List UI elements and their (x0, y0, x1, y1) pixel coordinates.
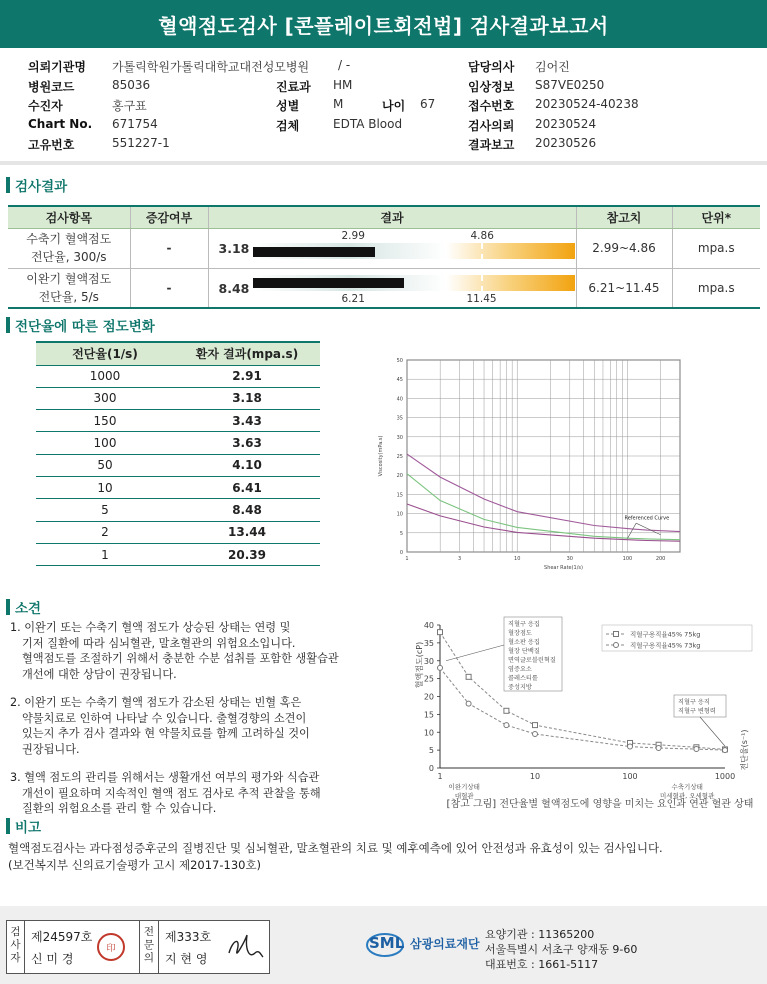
shear-rate-cell: 100 (36, 432, 174, 454)
factor-label: 혈장점도 (508, 630, 532, 637)
factor-label: 직혈구 응집 (508, 621, 540, 628)
data-point (628, 744, 633, 749)
receipt-label: 접수번호 (468, 99, 515, 113)
shear-rate-cell: 50 (36, 454, 174, 476)
shear-rate-cell: 300 (36, 387, 174, 409)
viscosity-cell: 20.39 (174, 543, 320, 565)
table-row (36, 521, 320, 543)
table-row: 이완기 혈액점도 전단율, 5/s - 8.48 6.21 11.45 6.21~11.45 mpa.s (8, 268, 760, 308)
patient-label: 수진자 (28, 99, 63, 113)
x-tick-label: 3 (457, 556, 462, 562)
age-value: 67 (420, 97, 436, 111)
figure-caption: [참고 그림] 전단율별 혈액점도에 영향을 미치는 요인과 연관 혈관 상태 (446, 799, 754, 810)
chart-no-value: 671754 (112, 117, 158, 131)
y-tick-label: 30 (396, 434, 403, 441)
request-date-value: 20230524 (535, 117, 597, 131)
x-annotation: 미세혈관, 오세혈관 (660, 792, 715, 800)
x-axis-label: Shear Rate(1/s) (544, 565, 583, 571)
tester-no: 제24597호 (31, 930, 93, 944)
tester-label: 검사자 (7, 921, 25, 973)
data-point (656, 745, 661, 750)
table-row: 수축기 혈액점도 전단율, 300/s - 3.18 2.99 4.86 2.99~4.86 mpa.s (8, 228, 760, 268)
doctor-value: 김어진 (535, 60, 570, 74)
x-tick-label: 100 (622, 556, 633, 562)
table-row (36, 432, 320, 454)
col-patient-result: 환자 결과(mpa.s) (174, 342, 320, 365)
requester-label: 의뢰기관명 (28, 60, 86, 74)
reference-figure (412, 615, 757, 815)
table-row (36, 499, 320, 521)
y-tick-label: 50 (396, 358, 403, 364)
dept-value: HM (333, 78, 353, 92)
unique-id-value: 551227-1 (112, 136, 170, 150)
specimen-label: 검체 (276, 119, 300, 133)
section-results-heading: 검사결과 (6, 175, 67, 195)
remark-line: (보건복지부 신의료기술평가 고시 제2017-130호) (8, 858, 262, 872)
y-tick-label: 30 (423, 656, 434, 666)
sml-logo: SML 삼광의료재단 (366, 928, 480, 958)
y-axis-label: Viscosity(mPa.s) (378, 435, 384, 477)
hospital-code-value: 85036 (112, 78, 151, 92)
legend-marker (614, 632, 619, 637)
factor-label: 혈장 단백질 (508, 648, 540, 655)
x-tick-label: 30 (566, 556, 573, 562)
signature-box (6, 920, 270, 974)
factor-label: 중성지방 (508, 684, 532, 691)
shear-rate-cell: 2 (36, 521, 174, 543)
y-tick-label: 25 (423, 674, 434, 684)
col-unit: 단위* (672, 206, 760, 228)
data-point (694, 747, 699, 752)
legend-marker (614, 643, 619, 648)
data-point (466, 701, 471, 706)
viscosity-cell: 4.10 (174, 454, 320, 476)
table-row (36, 543, 320, 565)
age-label: 나이 (382, 99, 406, 113)
factors-pointer (446, 645, 504, 661)
viscosity-cell: 8.48 (174, 499, 320, 521)
y-tick-label: 25 (396, 454, 403, 460)
institution-meta: 요양기관 : 11365200 서울특별시 서초구 양재동 9-60 대표번호 : 1661-5117 (485, 928, 638, 971)
x-annotation: 수축기상태 (671, 783, 703, 791)
shear-rate-cell: 1000 (36, 365, 174, 387)
data-point (533, 732, 538, 737)
specialist-no: 제333호 (165, 930, 212, 944)
opinion-item: 3. 혈액 점도의 관리를 위해서는 생활개선 여부의 평가와 식습관 개선이 필요하며 지속적인 혈액 점도 검사로 추적 관찰을 통해 질환의 위험요소를 관리 할 수 있습니다. (10, 771, 321, 815)
results-table (8, 205, 760, 309)
y-tick-label: 5 (428, 746, 434, 756)
col-result: 결과 (208, 206, 576, 228)
factor-label: 콜레스티롤 (508, 675, 538, 682)
data-point (438, 665, 443, 670)
y-tick-label: 20 (423, 692, 434, 702)
x-tick-label: 200 (655, 556, 666, 562)
remark-text (8, 840, 663, 874)
data-point (438, 630, 443, 635)
specimen-value: EDTA Blood (333, 117, 403, 131)
right-factor-label: 직혈구 응직 (678, 699, 710, 706)
clinical-label: 임상정보 (468, 80, 515, 94)
viscosity-cell: 3.18 (174, 387, 320, 409)
table-row (36, 454, 320, 476)
y-tick-label: 10 (423, 728, 434, 738)
tester-name: 신 미 경 (31, 952, 74, 966)
shear-table (36, 341, 320, 566)
col-reference: 참고치 (576, 206, 672, 228)
doctor-label: 담당의사 (468, 60, 515, 74)
legend-label: 직혈구용직율45% 75kg (630, 630, 701, 639)
opinion-item: 1. 이완기 또는 수축기 혈액 점도가 상승된 상태는 연령 및 기저 질환에 따라 심뇌혈관, 말초혈관의 위험요소입니다. 혈액점도를 조절하기 위해서 충분한 수분 섭취를 포함한 생활습관 개선에 대한 상담이 권장됩니다. (10, 621, 339, 681)
hospital-code-label: 병원코드 (28, 80, 75, 94)
x-annotation: 대혈관 (454, 792, 474, 800)
y-axis-label: 혈액점도(cP) (415, 641, 424, 689)
patient-value: 홍구표 (112, 99, 147, 113)
data-point (504, 708, 509, 713)
col-item: 검사항목 (8, 206, 130, 228)
viscosity-cell: 3.63 (174, 432, 320, 454)
y-tick-label: 10 (396, 511, 403, 518)
x-tick-label: 1000 (714, 772, 736, 781)
section-opinion-heading: 소견 (6, 597, 41, 617)
factor-label: 혈소판 응집 (508, 639, 540, 646)
y-tick-label: 0 (428, 764, 434, 773)
report-date-value: 20230526 (535, 136, 597, 150)
shear-rate-cell: 150 (36, 410, 174, 432)
remark-line: 혈액점도검사는 과다점성증후군의 질병진단 및 심뇌혈관, 말초혈관의 치료 및 예후예측에 있어 안전성과 유효성이 있는 검사입니다. (8, 841, 663, 855)
table-row (36, 410, 320, 432)
right-factor-label: 직혈구 변형력 (678, 708, 716, 715)
result-bar-diastolic: 8.48 6.21 11.45 (209, 269, 577, 309)
y-tick-label: 15 (423, 710, 434, 720)
specialist-label: 전문의 (139, 921, 159, 973)
y-tick-label: 15 (396, 492, 403, 499)
data-point (723, 748, 728, 753)
y-tick-label: 40 (396, 396, 403, 403)
viscosity-cell: 13.44 (174, 521, 320, 543)
request-date-label: 검사의뢰 (468, 119, 515, 133)
specialist-name: 지 현 영 (165, 952, 208, 966)
report-date-label: 결과보고 (468, 138, 515, 152)
report-title: 혈액점도검사 [콘플레이트회전법] 검사결과보고서 (0, 0, 767, 48)
y-tick-label: 35 (423, 638, 434, 648)
right-pointer (700, 717, 725, 746)
shear-rate-cell: 1 (36, 543, 174, 565)
x-tick-label: 1 (437, 772, 443, 781)
x-annotation: 이완기상태 (448, 783, 480, 791)
clinical-value: S87VE0250 (535, 78, 605, 92)
data-point (466, 674, 471, 679)
viscosity-chart (370, 352, 690, 577)
x-tick-label: 10 (514, 556, 521, 562)
viscosity-cell: 2.91 (174, 365, 320, 387)
requester-value: 가톨릭학원가톨릭대학교대전성모병원 (112, 60, 310, 74)
unique-id-label: 고유번호 (28, 138, 75, 152)
table-row (36, 476, 320, 498)
handwritten-signature (225, 931, 265, 965)
data-point (533, 723, 538, 728)
opinion-item: 2. 이완기 또는 수축기 혈액 점도가 감소된 상태는 빈혈 혹은 약물치료로 인하여 나타날 수 있습니다. 출혈경향의 소견이 있는지 추가 검사 결과와 현 약물치료를 함께 고려하실 것이 권장됩니다. (10, 696, 310, 756)
annotation-label: Referenced Curve (624, 515, 670, 522)
seal-stamp-icon: 印 (97, 933, 125, 961)
divider (0, 161, 767, 165)
legend-label: 직혈구용직율45% 73kg (630, 641, 701, 650)
y-tick-label: 35 (396, 415, 403, 422)
viscosity-cell: 6.41 (174, 476, 320, 498)
section-remark-heading: 비고 (6, 816, 41, 836)
x-tick-label: 1 (405, 556, 409, 562)
sex-label: 성별 (276, 99, 300, 113)
x-axis-label: 전단율(s⁻¹) (740, 729, 749, 771)
y-tick-label: 20 (396, 473, 403, 480)
col-change: 증감여부 (130, 206, 208, 228)
y-tick-label: 0 (399, 550, 403, 556)
chart-no-label: Chart No. (28, 117, 93, 131)
col-shear-rate: 전단율(1/s) (36, 342, 174, 365)
y-tick-label: 5 (399, 530, 403, 537)
viscosity-cell: 3.43 (174, 410, 320, 432)
section-shear-heading: 전단율에 따른 점도변화 (6, 315, 155, 335)
sex-value: M (333, 97, 344, 111)
data-point (504, 723, 509, 728)
table-row (36, 387, 320, 409)
x-tick-label: 10 (529, 772, 541, 781)
dept-label: 진료과 (276, 80, 311, 94)
shear-rate-cell: 5 (36, 499, 174, 521)
factor-label: 염증요소 (508, 666, 532, 673)
table-row (36, 365, 320, 387)
shear-rate-cell: 10 (36, 476, 174, 498)
y-tick-label: 40 (423, 621, 434, 630)
factor-label: 면역글로블린혁질 (508, 657, 556, 664)
x-tick-label: 100 (622, 772, 638, 781)
result-bar-systolic: 3.18 2.99 4.86 (209, 229, 577, 269)
receipt-value: 20230524-40238 (535, 97, 639, 111)
ward-value: / - (338, 58, 351, 72)
opinion-text (8, 620, 403, 830)
y-tick-label: 45 (396, 377, 403, 384)
